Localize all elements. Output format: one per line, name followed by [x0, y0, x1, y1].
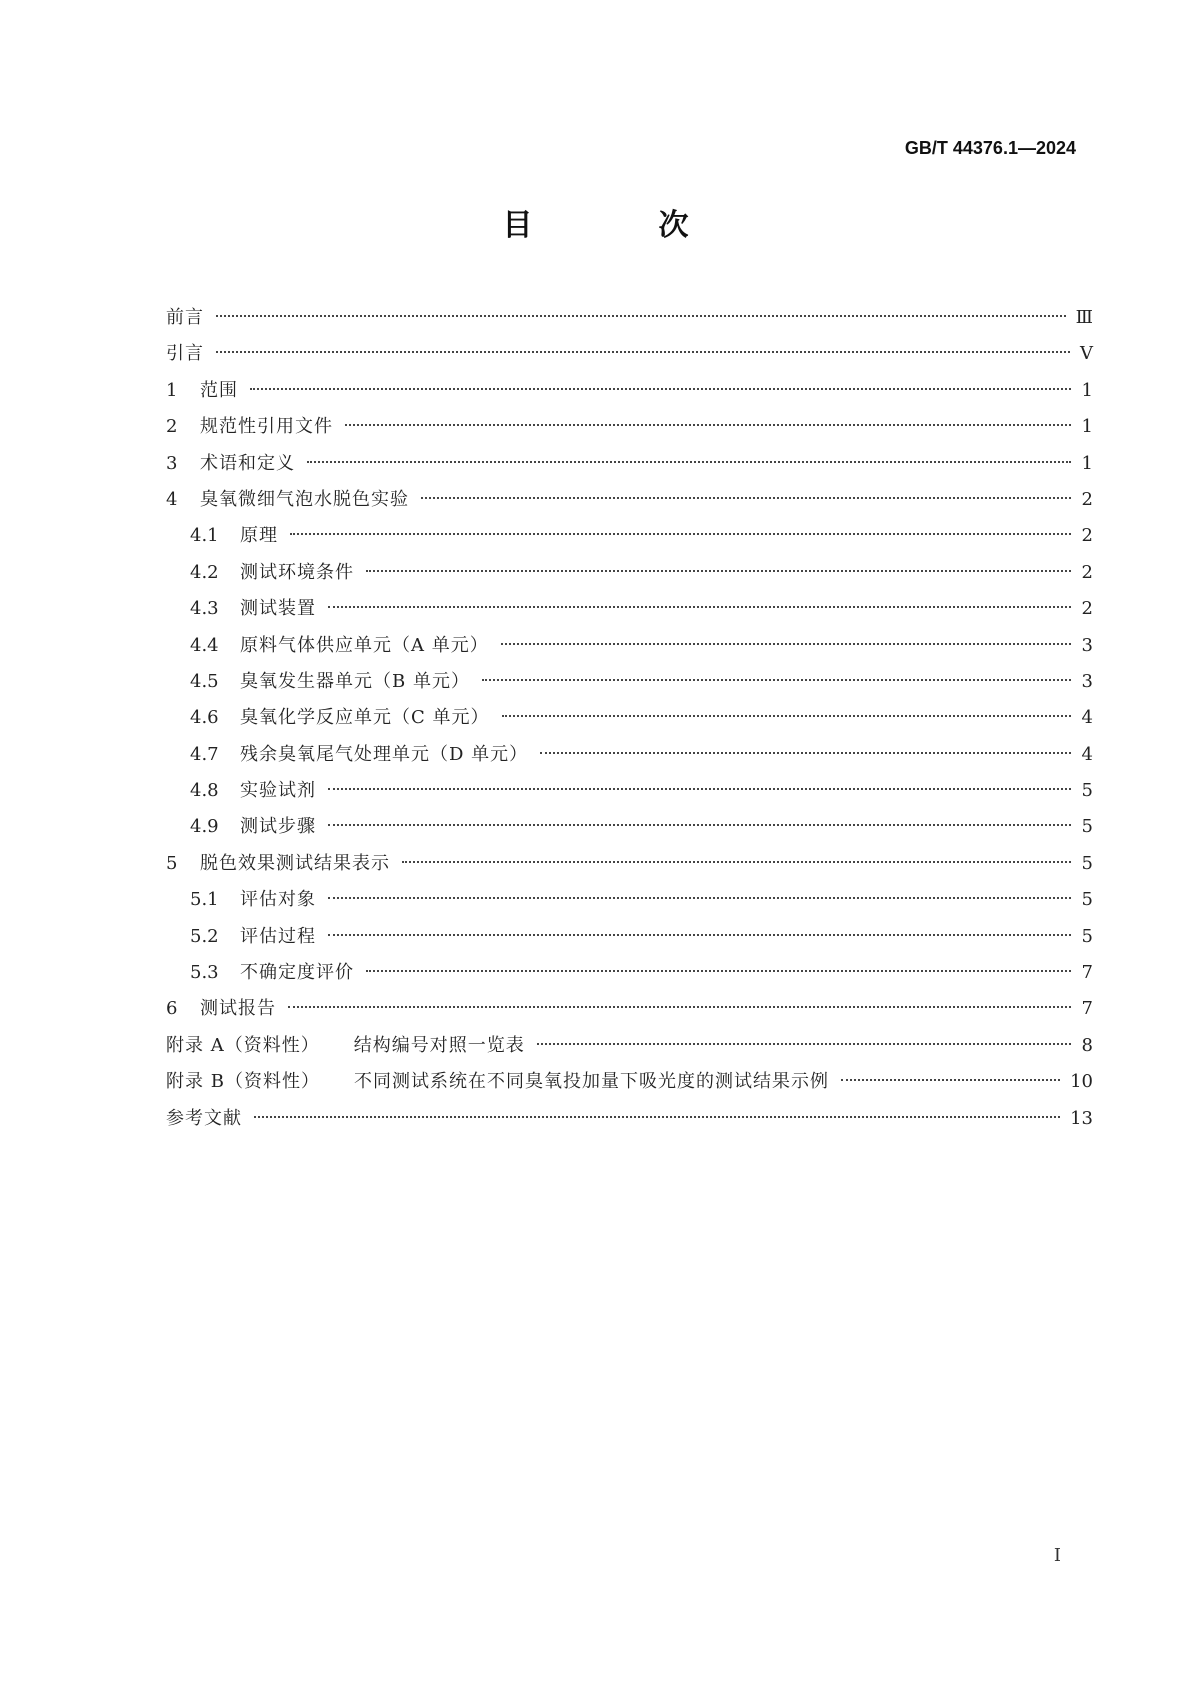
toc-entry-number: 2: [166, 416, 178, 438]
toc-entry-4-8[interactable]: [166, 773, 1093, 809]
toc-entry-4-2[interactable]: [166, 555, 1093, 591]
toc-entry-page: 5: [1081, 816, 1093, 838]
toc-entry-page: 8: [1081, 1034, 1093, 1056]
toc-entry-page: 5: [1081, 925, 1093, 947]
toc-entry-number: 5.3: [190, 962, 219, 984]
toc-entry-page: 2: [1081, 598, 1093, 620]
toc-entry-number: 4.9: [190, 816, 219, 838]
toc-entry-number: 5.2: [190, 925, 219, 947]
toc-entry-1[interactable]: [166, 373, 1093, 409]
toc-leader-dots: [540, 752, 1071, 754]
toc-entry-label: 规范性引用文件: [200, 416, 333, 438]
toc-entry-5[interactable]: [166, 846, 1093, 882]
toc-entry-label: 范围: [200, 379, 238, 401]
toc-entry-subtitle: 结构编号对照一览表: [353, 1034, 525, 1056]
toc-entry-label: 前言: [166, 307, 204, 328]
toc-entry-label: 不确定度评价: [240, 962, 354, 984]
toc-leader-dots: [345, 424, 1071, 426]
toc-entry-label: 评估过程: [240, 925, 316, 947]
toc-entry-introduction[interactable]: [166, 336, 1093, 372]
toc-entry-4-7[interactable]: [166, 737, 1093, 773]
toc-entry-number: 6: [166, 998, 178, 1020]
toc-entry-page: 3: [1081, 670, 1093, 692]
toc-entry-number: 4.7: [190, 743, 219, 765]
toc-entry-page: Ⅲ: [1075, 307, 1093, 328]
toc-leader-dots: [250, 388, 1071, 390]
toc-leader-dots: [402, 861, 1071, 863]
toc-leader-dots: [328, 934, 1071, 936]
toc-entry-5-1[interactable]: [166, 882, 1093, 918]
toc-entry-label: 臭氧发生器单元（B 单元）: [240, 670, 470, 692]
toc-entry-4-5[interactable]: [166, 664, 1093, 700]
toc-entry-page: 1: [1081, 379, 1093, 401]
toc-entry-page: 2: [1081, 561, 1093, 583]
toc-leader-dots: [328, 897, 1071, 899]
toc-entry-page: 4: [1081, 743, 1093, 765]
toc-entry-appendix-b[interactable]: [166, 1064, 1093, 1100]
toc-entry-5-3[interactable]: [166, 955, 1093, 991]
toc-entry-6[interactable]: [166, 991, 1093, 1027]
toc-entry-page: 5: [1081, 852, 1093, 874]
toc-leader-dots: [366, 970, 1071, 972]
toc-entry-page: 2: [1081, 488, 1093, 510]
standard-code: GB/T 44376.1—2024: [904, 138, 1076, 158]
toc-entry-number: 4.6: [190, 707, 219, 729]
toc-entry-5-2[interactable]: [166, 919, 1093, 955]
toc-entry-page: 13: [1070, 1107, 1093, 1129]
toc-entry-3[interactable]: [166, 446, 1093, 482]
toc-leader-dots: [288, 1006, 1071, 1008]
toc-entry-number: 3: [166, 452, 178, 474]
toc-entry-page: 10: [1070, 1071, 1093, 1093]
toc-entry-label: 臭氧化学反应单元（C 单元）: [240, 707, 490, 729]
toc-entry-page: 1: [1081, 416, 1093, 438]
toc-entry-number: 4.2: [190, 561, 219, 583]
toc-leader-dots: [366, 570, 1071, 572]
toc-entry-subtitle: 不同测试系统在不同臭氧投加量下吸光度的测试结果示例: [353, 1071, 829, 1093]
toc-entry-2[interactable]: [166, 409, 1093, 445]
toc-entry-appendix-a[interactable]: [166, 1028, 1093, 1064]
toc-leader-dots: [501, 643, 1071, 645]
toc-entry-label: 术语和定义: [200, 452, 295, 474]
toc-entry-page: 7: [1081, 998, 1093, 1020]
toc-entry-label: 测试报告: [200, 998, 276, 1020]
toc-leader-dots: [328, 606, 1071, 608]
toc-entry-number: 4.1: [190, 525, 219, 547]
toc-entry-page: 5: [1081, 889, 1093, 911]
toc-entry-page: Ⅴ: [1080, 343, 1093, 365]
toc-leader-dots: [216, 315, 1066, 317]
toc-leader-dots: [537, 1043, 1071, 1045]
toc-entry-number: 4: [166, 488, 178, 510]
toc-leader-dots: [841, 1079, 1060, 1081]
toc-entry-page: 2: [1081, 525, 1093, 547]
toc-entry-4-4[interactable]: [166, 628, 1093, 664]
toc-entry-page: 7: [1081, 962, 1093, 984]
toc-entry-number: 1: [166, 379, 178, 401]
toc-entry-number: 4.8: [190, 780, 219, 802]
toc-leader-dots: [290, 533, 1071, 535]
toc-leader-dots: [216, 351, 1070, 353]
toc-entry-label: 原理: [240, 525, 278, 547]
toc-entry-label: 原料气体供应单元（A 单元）: [240, 634, 489, 656]
toc-entry-label: 残余臭氧尾气处理单元（D 单元）: [240, 743, 529, 765]
toc-entry-page: 3: [1081, 634, 1093, 656]
toc-entry-4-1[interactable]: [166, 518, 1093, 554]
toc-entry-label: 实验试剂: [240, 780, 316, 802]
toc-entry-label: 附录 B（资料性）: [166, 1071, 320, 1093]
toc-leader-dots: [307, 461, 1071, 463]
toc-leader-dots: [502, 715, 1072, 717]
toc-entry-4-3[interactable]: [166, 591, 1093, 627]
toc-entry-4-9[interactable]: [166, 809, 1093, 845]
toc-entry-4[interactable]: [166, 482, 1093, 518]
toc-entry-number: 5.1: [190, 889, 219, 911]
toc-list: [166, 300, 1093, 1137]
toc-entry-page: 5: [1081, 780, 1093, 802]
toc-leader-dots: [254, 1116, 1060, 1118]
toc-entry-label: 评估对象: [240, 889, 316, 911]
toc-entry-number: 5: [166, 852, 178, 874]
toc-entry-label: 脱色效果测试结果表示: [200, 852, 390, 874]
toc-entry-label: 臭氧微细气泡水脱色实验: [200, 488, 409, 510]
toc-leader-dots: [421, 497, 1071, 499]
toc-entry-bibliography[interactable]: [166, 1101, 1093, 1137]
toc-entry-number: 4.4: [190, 634, 219, 656]
toc-leader-dots: [482, 679, 1071, 681]
toc-entry-page: 4: [1081, 707, 1093, 729]
toc-leader-dots: [328, 824, 1071, 826]
toc-entry-number: 4.5: [190, 670, 219, 692]
toc-entry-label: 附录 A（资料性）: [166, 1034, 320, 1056]
toc-entry-number: 4.3: [190, 598, 219, 620]
toc-entry-label: 测试装置: [240, 598, 316, 620]
toc-entry-label: 测试步骤: [240, 816, 316, 838]
toc-entry-label: 引言: [166, 343, 204, 365]
toc-entry-label: 测试环境条件: [240, 561, 354, 583]
toc-entry-4-6[interactable]: [166, 700, 1093, 736]
toc-leader-dots: [328, 788, 1071, 790]
page-number: I: [1053, 1545, 1061, 1566]
toc-title: 目 次: [502, 208, 737, 243]
toc-entry-foreword[interactable]: [166, 300, 1093, 336]
toc-entry-page: 1: [1081, 452, 1093, 474]
toc-entry-label: 参考文献: [166, 1107, 242, 1129]
